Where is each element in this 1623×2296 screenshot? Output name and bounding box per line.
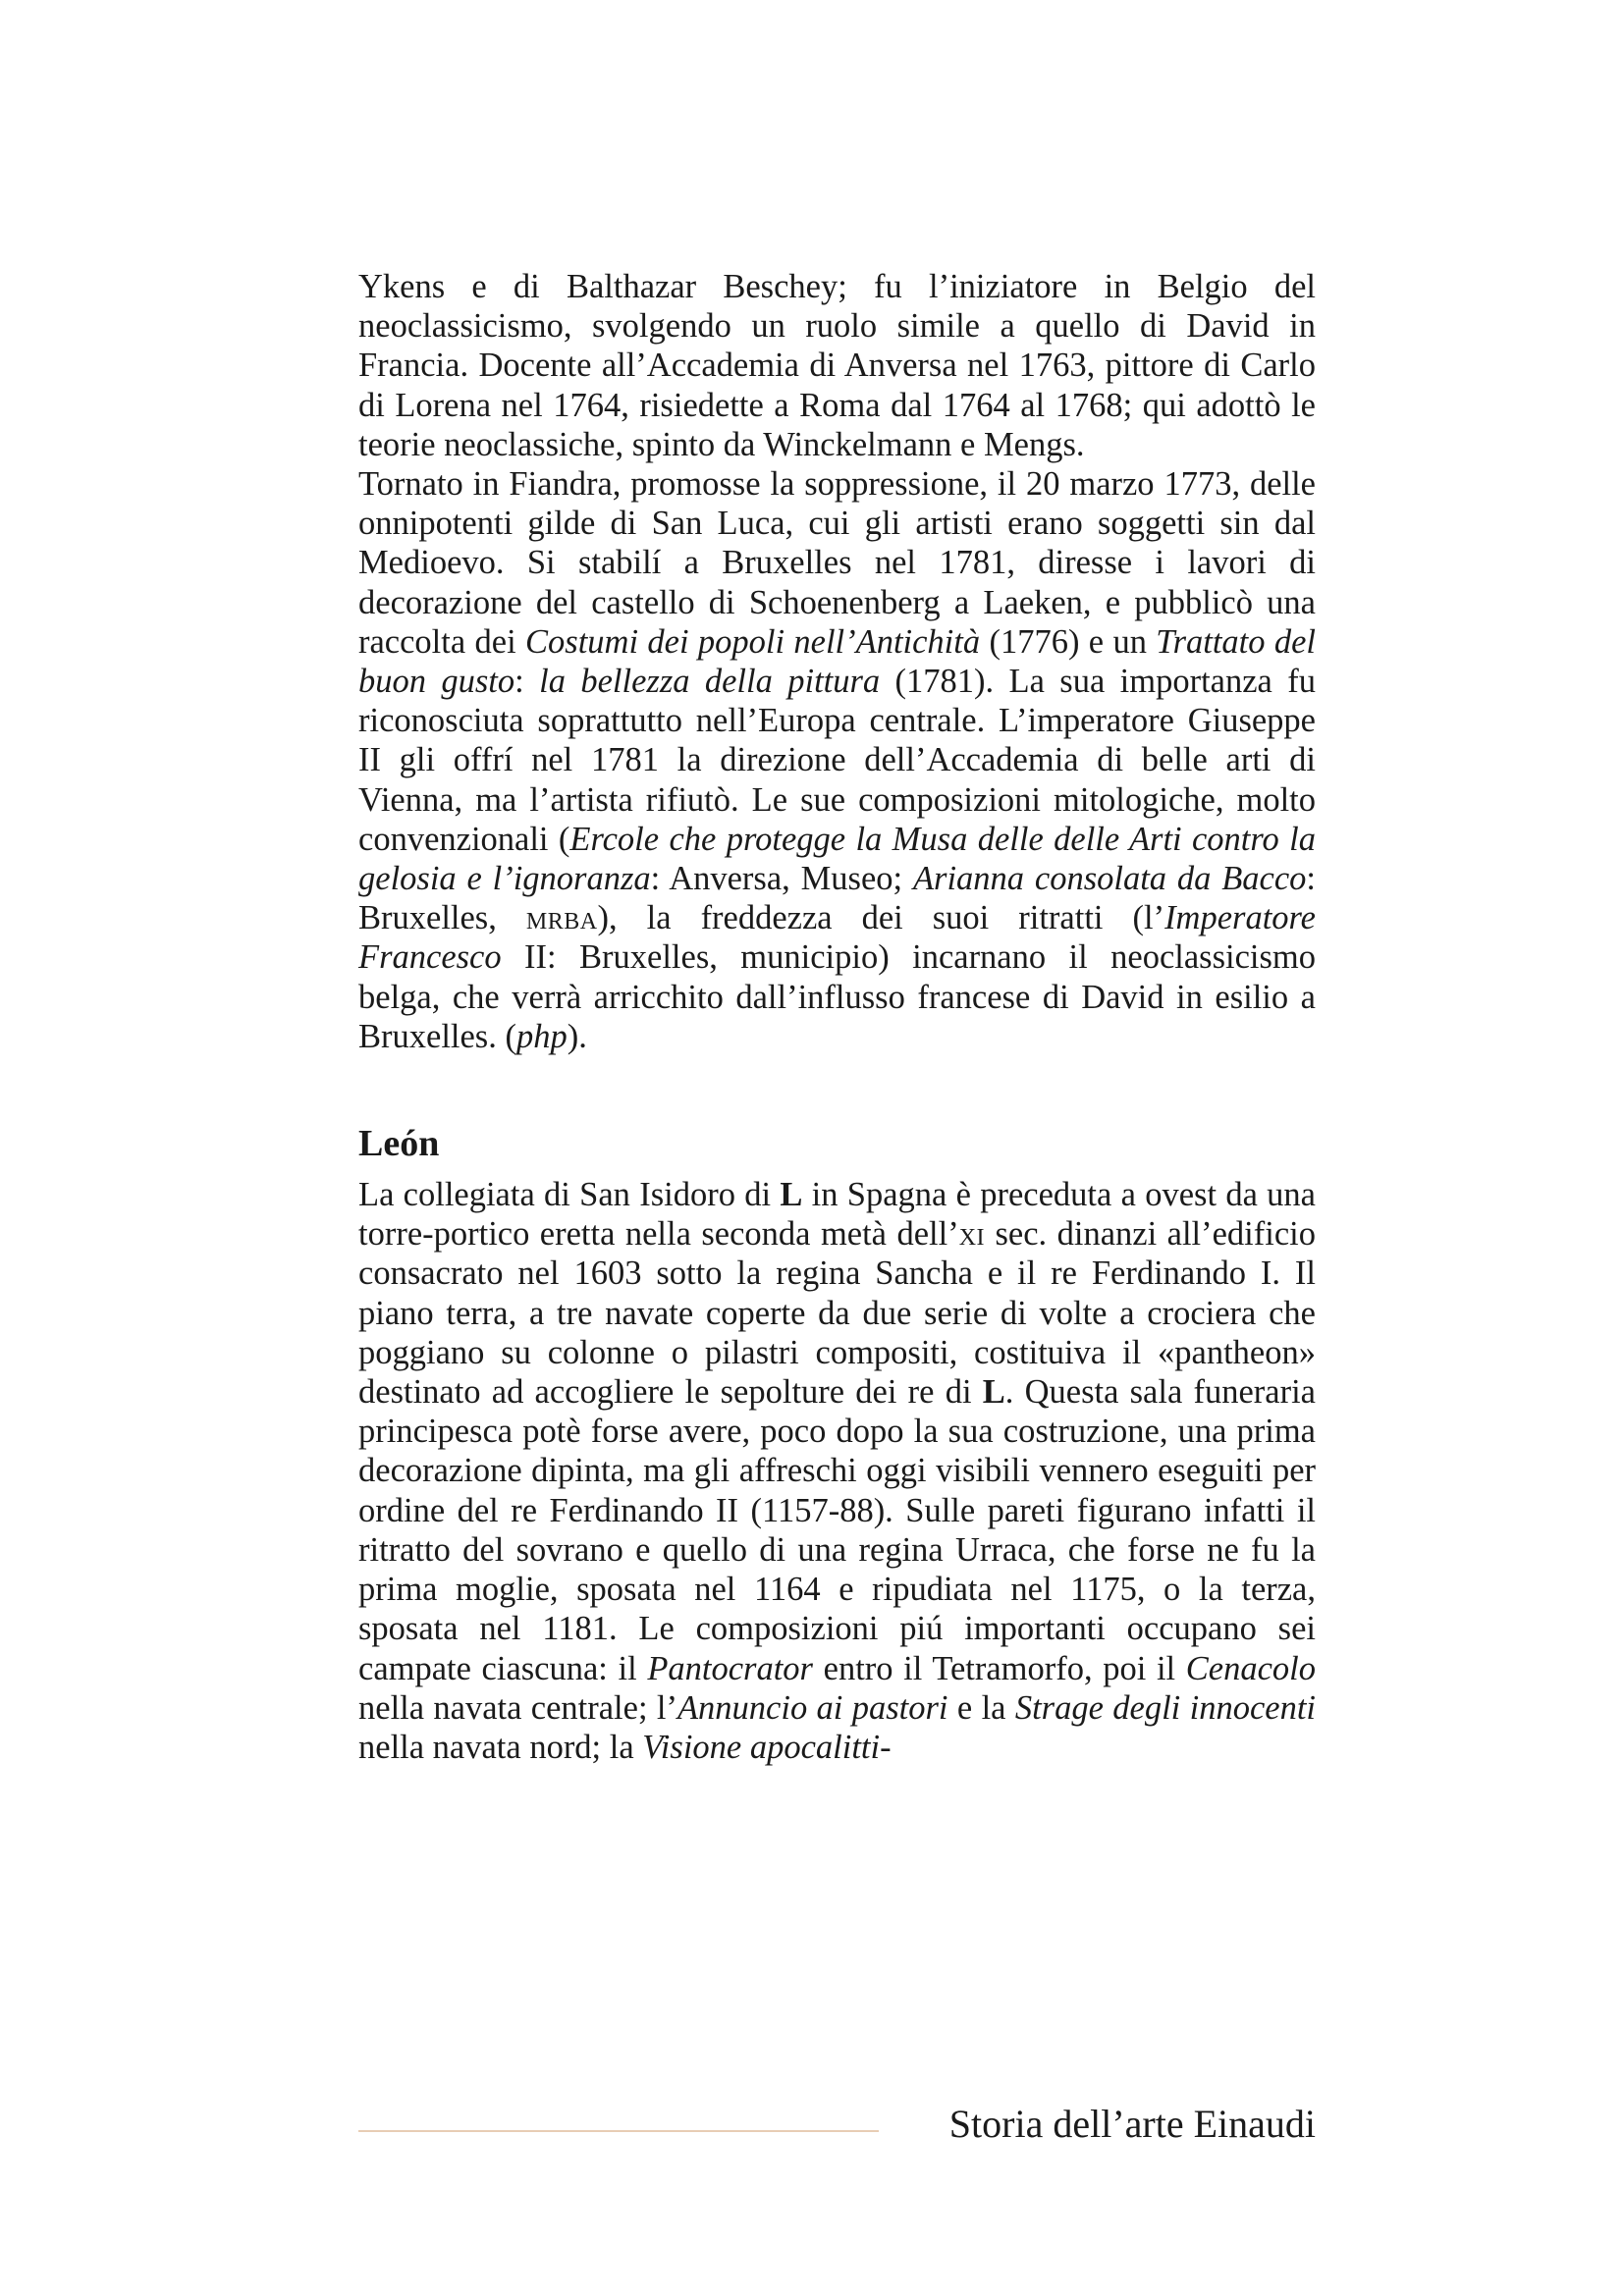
entry-continuation-paragraph-2: [358, 464, 1316, 1056]
paragraph-text: sec. dinanzi all’edificio consacrato nel 1603 sotto la regina Sancha e il re Ferdinando I. Il piano terra, a tre navate coperte da due serie di volte a crociera che poggiano su colonne o pilastri compositi, costituiva il «pantheon» destinato ad accogliere le sepolture dei re di: [358, 1215, 1316, 1412]
artwork-title: Ercole che protegge la Musa delle delle Arti contro la gelosia e l’ignoranza: [358, 820, 1317, 898]
paragraph-text: : Bruxelles,: [358, 860, 1317, 937]
paragraph-text: in Spagna è preceduta a ovest da una torre-portico eretta nella seconda metà dell’: [358, 1176, 1316, 1254]
museum-abbreviation: mrba: [525, 899, 598, 937]
artwork-title: Strage degli innocenti: [1014, 1688, 1316, 1727]
paragraph-text: (1776) e un: [980, 622, 1157, 661]
artwork-title: Imperatore Francesco: [358, 899, 1316, 977]
paragraph-text: II: Bruxelles, municipio) incarnano il neoclassicismo belga, che verrà arricchito dall’influsso francese di David in esilio a Bruxelles. (: [358, 938, 1316, 1055]
paragraph-text: Ykens e di Balthazar Beschey; fu l’iniziatore in Belgio del neoclassicismo, svolgendo un ruolo simile a quello di David in Francia. Docente all’Accademia di Anversa nel 1763, pittore di Carlo di Lorena nel 1764, risiedette a Roma dal 1764 al 1768; qui adottò le teorie neoclassiche, spinto da Winckelmann e Mengs.: [358, 268, 1316, 463]
artwork-title: Annuncio ai pastori: [676, 1688, 948, 1727]
paragraph-text: ), la freddezza dei suoi ritratti (l’: [597, 899, 1165, 937]
artwork-title: Trattato del buon gusto: [358, 622, 1317, 701]
paragraph-text: nella navata nord; la: [358, 1728, 643, 1766]
artwork-title: Arianna consolata da Bacco: [912, 860, 1307, 898]
paragraph-text: ).: [567, 1017, 587, 1055]
paragraph-text: : Anversa, Museo;: [650, 860, 913, 898]
footer-title: Storia dell’arte Einaudi: [948, 2102, 1316, 2146]
footer-rule: [358, 2130, 879, 2132]
author-initials: php: [515, 1017, 568, 1055]
paragraph-text: . Questa sala funeraria principesca potè forse avere, poco dopo la sua costruzione, una prima decorazione dipinta, ma gli affreschi oggi visibili vennero eseguiti per ordine del re Ferdinando II (1157-88). Sulle pareti figurano infatti il ritratto del sovrano e quello di una regina Urraca, che forse ne fu la prima moglie, sposata nel 1164 e ripudiata nel 1175, o la terza, sposata nel 1181. Le composizioni piú importanti occupano sei campate ciascuna: il: [358, 1373, 1316, 1687]
paragraph-text: (1781). La sua importanza fu riconosciuta soprattutto nell’Europa centrale. L’imperatore Giuseppe II gli offrí nel 1781 la direzione dell’Accademia di belle arti di Vienna, ma l’artista rifiutò. Le sue composizioni mitologiche, molto convenzionali (: [358, 663, 1316, 858]
paragraph-text: entro il Tetramorfo, poi il: [813, 1649, 1186, 1687]
century-numeral: xi: [958, 1215, 986, 1254]
paragraph-text: e la: [947, 1688, 1015, 1727]
artwork-title: la bellezza della pittura: [539, 663, 881, 701]
paragraph-text: nella navata centrale; l’: [358, 1688, 677, 1727]
artwork-title: Pantocrator: [647, 1649, 813, 1687]
entry-continuation-paragraph-1: [358, 267, 1316, 464]
paragraph-text: La collegiata di San Isidoro di: [358, 1176, 781, 1214]
page-footer: [358, 2095, 1316, 2154]
paragraph-text: Tornato in Fiandra, promosse la soppressione, il 20 marzo 1773, delle onnipotenti gilde di San Luca, cui gli artisti erano soggetti sin dal Medioevo. Si stabilí a Bruxelles nel 1781, diresse i lavori di decorazione del castello di Schoenenberg a Laeken, e pubblicò una raccolta dei: [358, 465, 1316, 661]
paragraph-text: :: [514, 663, 540, 701]
entry-leon-paragraph: [358, 1175, 1316, 1767]
entry-abbreviation: L: [982, 1373, 1005, 1412]
artwork-title: Cenacolo: [1185, 1649, 1316, 1687]
artwork-title: Visione apocalitti-: [642, 1728, 892, 1766]
entry-abbreviation: L: [780, 1176, 803, 1214]
entry-heading-leon: León: [358, 1123, 440, 1165]
text-column: [358, 267, 1316, 1767]
artwork-title: Costumi dei popoli nell’Antichità: [525, 622, 981, 661]
